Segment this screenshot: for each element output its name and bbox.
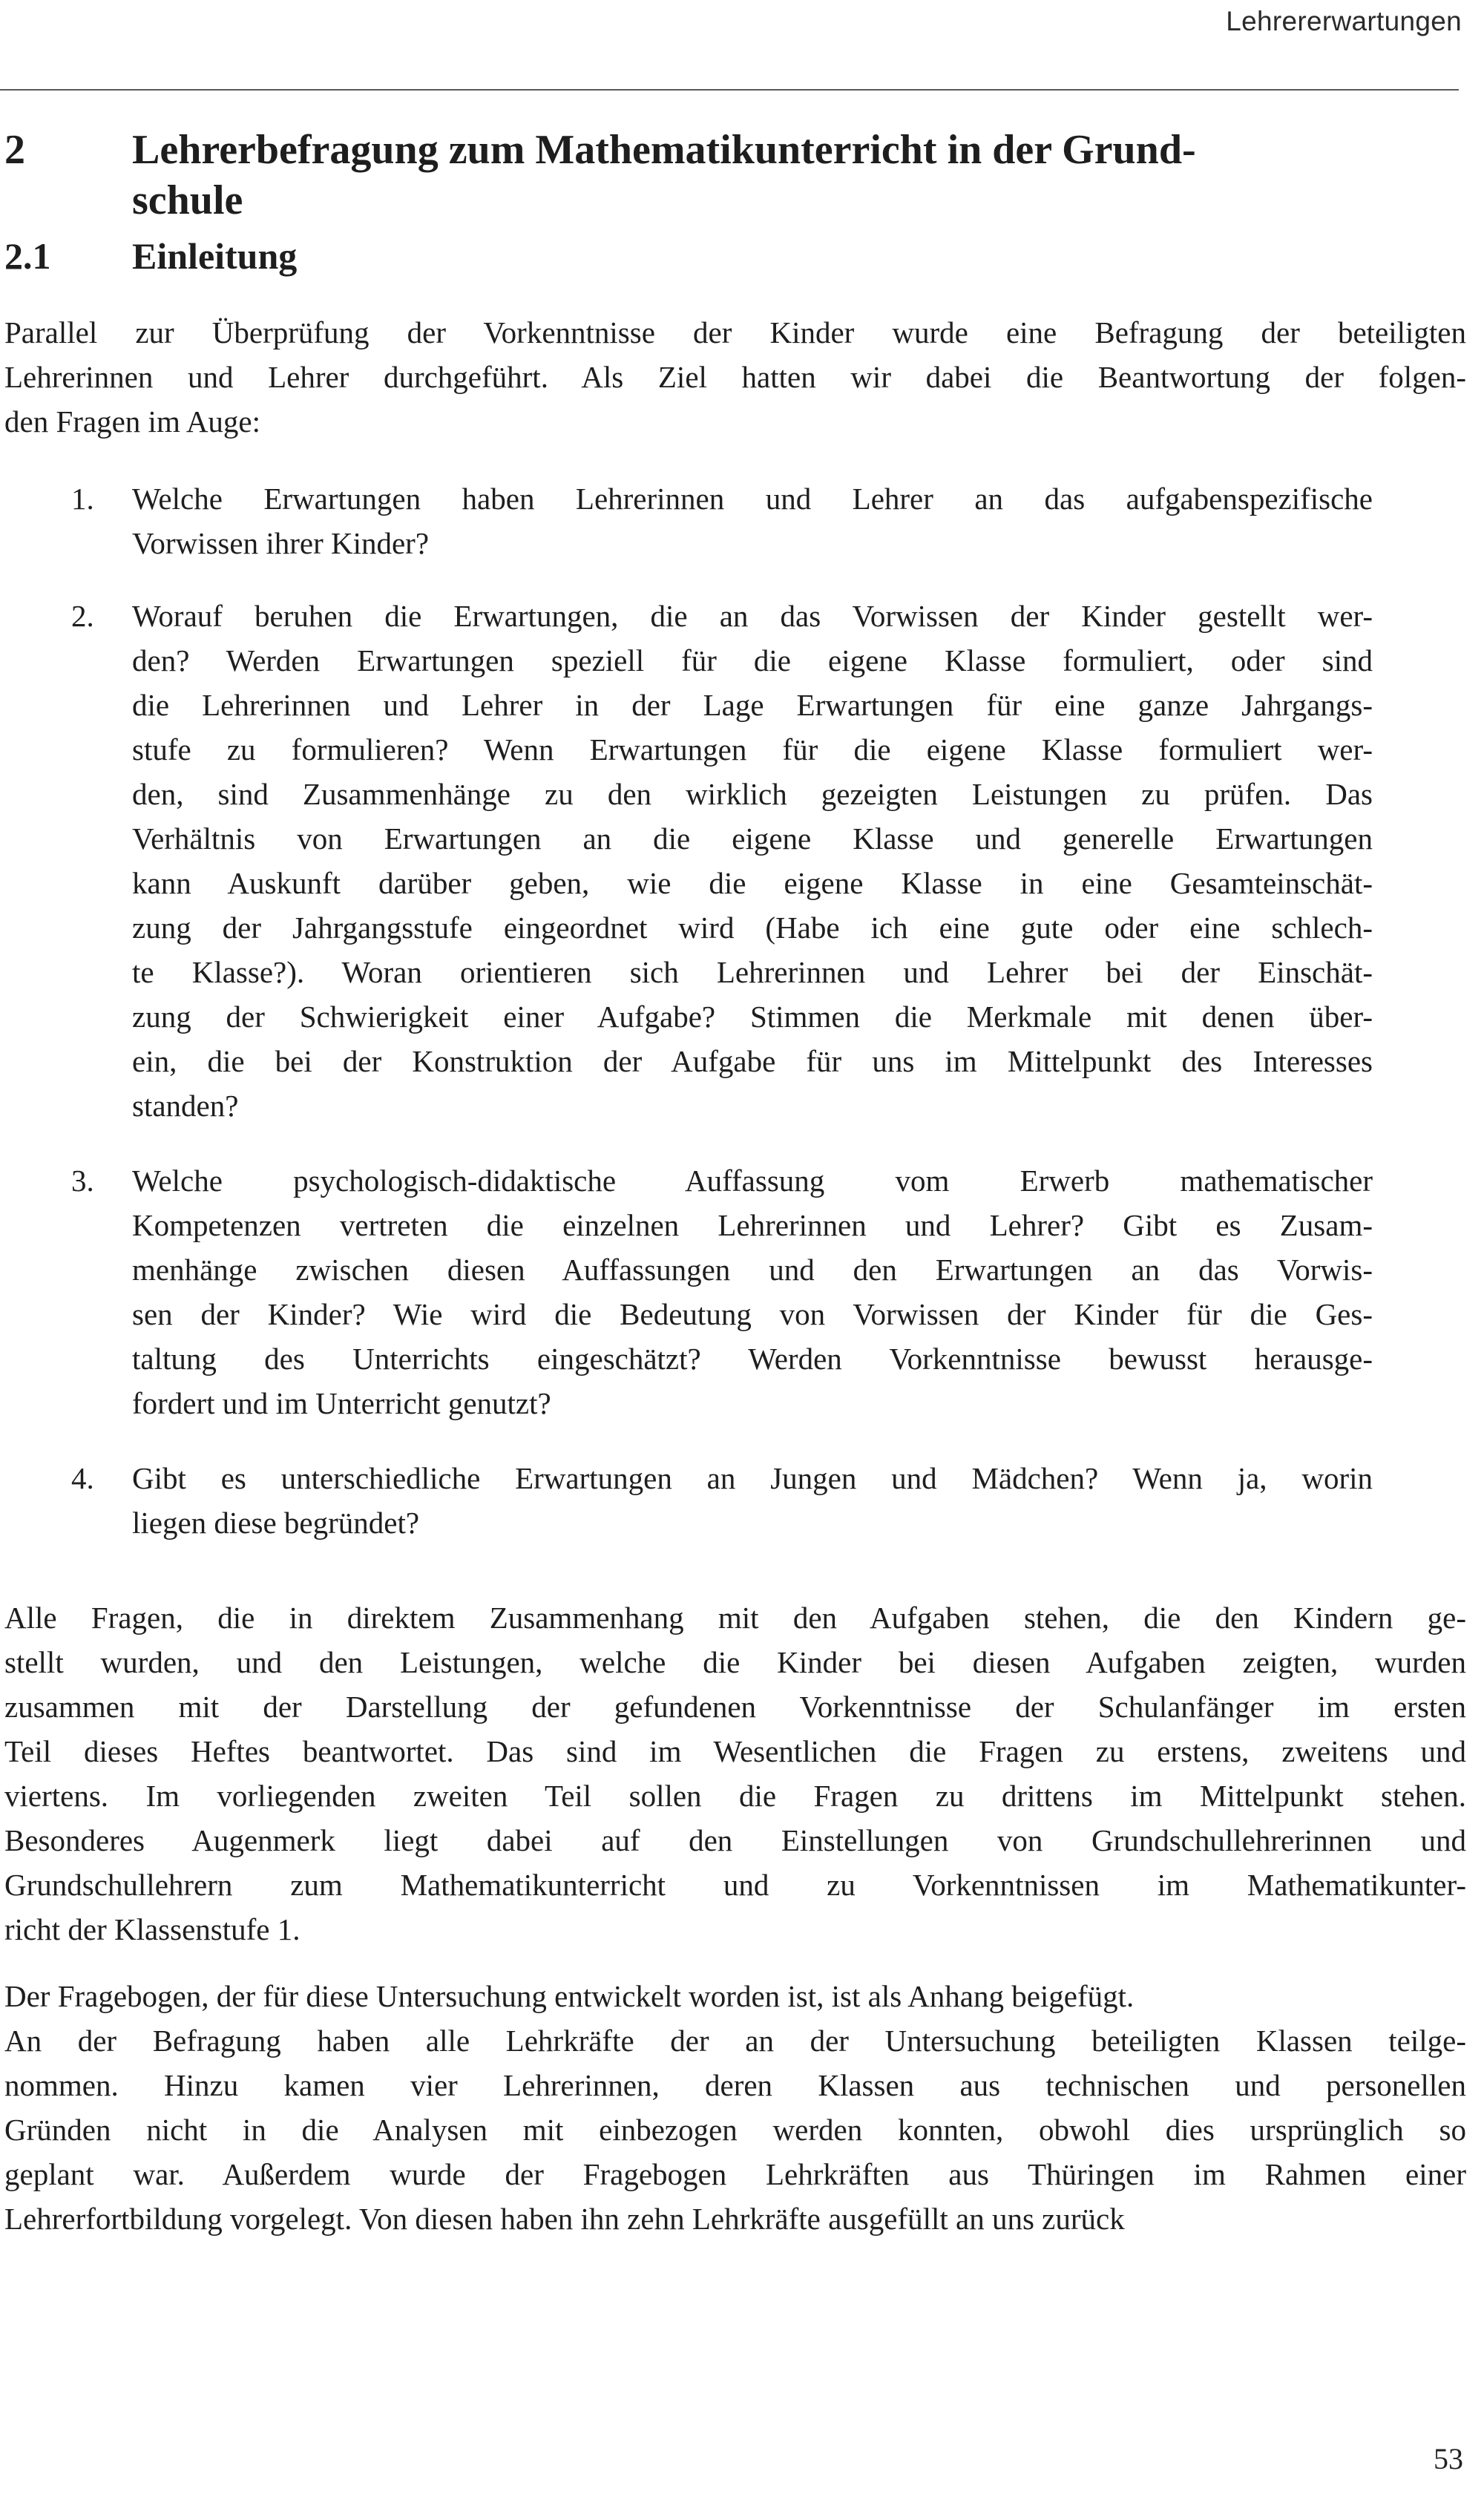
text-line: die Lehrerinnen und Lehrer in der Lage Erwartungen für eine ganze Jahrgangs- [132,688,1373,722]
text-line: Lehrerfortbildung vorgelegt. Von diesen haben ihn zehn Lehrkräfte ausgefüllt an uns zurück [4,2202,1125,2236]
header-rule [0,89,1459,91]
body-paragraph-3 [4,1974,1466,2241]
section-title: Einleitung [132,235,298,277]
question-text [132,1456,1373,1545]
text-line: zung der Jahrgangsstufe eingeordnet wird (Habe ich eine gute oder eine schlech- [132,910,1373,945]
text-line: zusammen mit der Darstellung der gefundenen Vorkenntnisse der Schulanfänger im ersten [4,1690,1466,1724]
question-text [132,594,1373,1128]
text-line: den, sind Zusammenhänge zu den wirklich gezeigten Leistungen zu prüfen. Das [132,777,1373,811]
text-line: fordert und im Unterricht genutzt? [132,1386,551,1420]
chapter-title [132,125,1196,226]
text-line: kann Auskunft darüber geben, wie die eigene Klasse in eine Gesamteinschät- [132,866,1373,900]
text-line: Grundschullehrern zum Mathematikunterricht und zu Vorkenntnissen im Mathematikunter- [4,1868,1466,1902]
text-line: ein, die bei der Konstruktion der Aufgabe für uns im Mittelpunkt des Interesses [132,1044,1373,1078]
text-line: den? Werden Erwartungen speziell für die eigene Klasse formuliert, oder sind [132,643,1373,677]
text-line: Parallel zur Überprüfung der Vorkenntnisse der Kinder wurde eine Befragung der beteiligten [4,315,1466,350]
text-line: Besonderes Augenmerk liegt dabei auf den Einstellungen von Grundschullehrerinnen und [4,1823,1466,1857]
text-line: richt der Klassenstufe 1. [4,1912,301,1946]
text-line: sen der Kinder? Wie wird die Bedeutung von Vorwissen der Kinder für die Ges- [132,1297,1373,1331]
text-line: stellt wurden, und den Leistungen, welche die Kinder bei diesen Aufgaben zeigten, wurden [4,1645,1466,1679]
question-number: 3. [71,1164,94,1198]
chapter-title-line: schule [132,177,243,223]
chapter-number: 2 [4,127,25,173]
text-line: An der Befragung haben alle Lehrkräfte der an der Untersuchung beteiligten Klassen teilge- [4,2024,1466,2058]
text-line: Vorwissen ihrer Kinder? [132,526,430,560]
text-line: Der Fragebogen, der für diese Untersuchung entwickelt worden ist, ist als Anhang beigefügt. [4,1979,1135,2013]
text-line: nommen. Hinzu kamen vier Lehrerinnen, deren Klassen aus technischen und personellen [4,2068,1466,2102]
chapter-title-line: Lehrerbefragung zum Mathematikunterricht in der Grund- [132,127,1196,173]
body-paragraph-2 [4,1595,1466,1952]
section-number: 2.1 [4,235,51,277]
text-line: Gibt es unterschiedliche Erwartungen an Jungen und Mädchen? Wenn ja, worin [132,1461,1373,1495]
text-line: Alle Fragen, die in direktem Zusammenhang mit den Aufgaben stehen, die den Kindern ge- [4,1601,1466,1635]
text-line: zung der Schwierigkeit einer Aufgabe? Stimmen die Merkmale mit denen über- [132,1000,1373,1034]
text-line: den Fragen im Auge: [4,404,261,439]
text-line: liegen diese begründet? [132,1506,420,1540]
text-line: Welche Erwartungen haben Lehrerinnen und Lehrer an das aufgabenspezifische [132,482,1373,516]
question-text [132,476,1373,565]
text-line: standen? [132,1089,239,1123]
intro-paragraph [4,310,1466,444]
text-line: te Klasse?). Woran orientieren sich Lehrerinnen und Lehrer bei der Einschät- [132,955,1373,989]
question-number: 1. [71,482,94,516]
text-line: Welche psychologisch-didaktische Auffassung vom Erwerb mathematischer [132,1164,1373,1198]
page-number: 53 [1434,2442,1463,2475]
text-line: Gründen nicht in die Analysen mit einbezogen werden konnten, obwohl dies ursprünglich so [4,2113,1466,2147]
text-line: geplant war. Außerdem wurde der Fragebogen Lehrkräften aus Thüringen im Rahmen einer [4,2157,1466,2191]
text-line: menhänge zwischen diesen Auffassungen und den Erwartungen an das Vorwis- [132,1253,1373,1287]
text-line: Worauf beruhen die Erwartungen, die an das Vorwissen der Kinder gestellt wer- [132,599,1373,633]
text-line: Teil dieses Heftes beantwortet. Das sind im Wesentlichen die Fragen zu erstens, zweitens und [4,1734,1466,1768]
question-number: 4. [71,1461,94,1495]
text-line: Kompetenzen vertreten die einzelnen Lehrerinnen und Lehrer? Gibt es Zusam- [132,1208,1373,1242]
question-number: 2. [71,599,94,633]
running-header: Lehrererwartungen [1226,6,1462,36]
text-line: stufe zu formulieren? Wenn Erwartungen für die eigene Klasse formuliert wer- [132,732,1373,767]
text-line: taltung des Unterrichts eingeschätzt? Werden Vorkenntnisse bewusst herausge- [132,1342,1373,1376]
text-line: Verhältnis von Erwartungen an die eigene Klasse und generelle Erwartungen [132,821,1373,856]
question-text [132,1158,1373,1425]
text-line: viertens. Im vorliegenden zweiten Teil sollen die Fragen zu drittens im Mittelpunkt stehen. [4,1779,1466,1813]
text-line: Lehrerinnen und Lehrer durchgeführt. Als Ziel hatten wir dabei die Beantwortung der folgen- [4,360,1466,394]
